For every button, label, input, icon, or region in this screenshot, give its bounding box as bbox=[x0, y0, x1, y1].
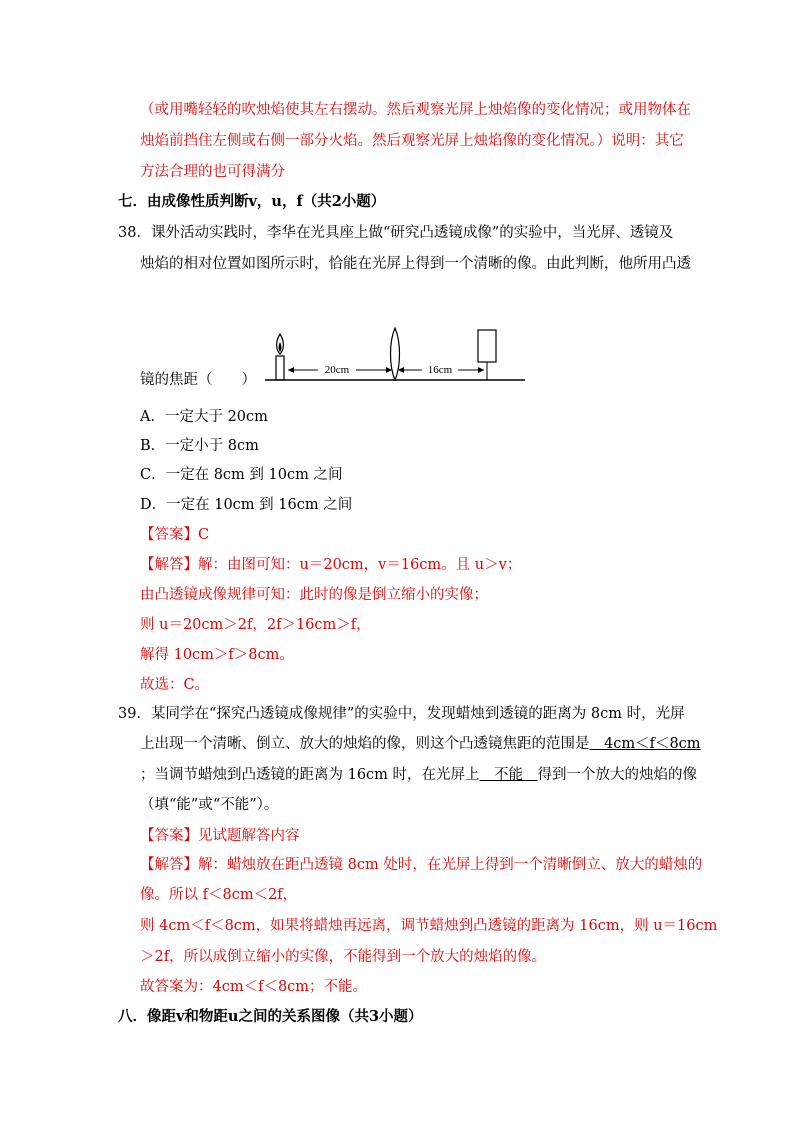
answer-value: C bbox=[198, 527, 210, 543]
q39-analysis-line-4: 故答案为：4cm＜f＜8cm；不能。 bbox=[140, 979, 368, 995]
q38-option-c: C．一定在 8cm 到 10cm 之间 bbox=[140, 467, 343, 483]
answer-tag: 【答案】 bbox=[140, 828, 198, 844]
q38-option-a: A．一定大于 20cm bbox=[140, 409, 268, 425]
light-screen bbox=[478, 330, 496, 362]
q39-line-2: 上出现一个清晰、倒立、放大的烛焰的像，则这个凸透镜焦距的范围是 4cm＜f＜8cm bbox=[140, 736, 701, 752]
q39-analysis-first bbox=[140, 855, 702, 875]
intro-line-1: （或用嘴轻轻的吹烛焰使其左右摆动。然后观察光屏上烛焰像的变化情况；或用物体在 bbox=[140, 102, 691, 118]
q39-analysis-line-2: 则 4cm＜f＜8cm，如果将蜡烛再远离，调节蜡烛到凸透镜的距离为 16cm，则 u＝16cm bbox=[140, 918, 718, 934]
candle-flame-core bbox=[279, 342, 282, 352]
q39-blank-2: 不能 bbox=[479, 767, 538, 783]
candle bbox=[276, 356, 284, 380]
intro-line-3: 方法合理的也可得满分 bbox=[140, 164, 285, 180]
q39-analysis-line-3: ＞2f，所以成倒立缩小的实像，不能得到一个放大的烛焰的像。 bbox=[140, 949, 547, 965]
q39-line-3: ；当调节蜡烛到凸透镜的距离为 16cm 时，在光屏上 不能 得到一个放大的烛焰的像 bbox=[140, 767, 698, 783]
label-16cm: 16cm bbox=[427, 364, 453, 376]
analysis-tag: 【解答】 bbox=[140, 557, 198, 573]
q39-line-4: （填“能”或“不能”）。 bbox=[140, 797, 279, 813]
q38-option-d: D．一定在 10cm 到 16cm 之间 bbox=[140, 497, 353, 513]
section-7-title: 七．由成像性质判断v，u，f（共2小题） bbox=[118, 193, 386, 210]
convex-lens bbox=[391, 328, 400, 380]
analysis-text: 解：由图可知：u＝20cm，v＝16cm。且 u＞v； bbox=[198, 557, 522, 573]
q38-answer bbox=[140, 525, 209, 545]
q38-analysis-line-1: 由凸透镜成像规律可知：此时的像是倒立缩小的实像； bbox=[140, 587, 488, 603]
answer-value: 见试题解答内容 bbox=[198, 828, 300, 844]
answer-tag: 【答案】 bbox=[140, 527, 198, 543]
q38-analysis-line-4: 故选：C。 bbox=[140, 677, 210, 693]
analysis-text: 解：蜡烛放在距凸透镜 8cm 处时，在光屏上得到一个清晰倒立、放大的蜡烛的 bbox=[198, 857, 703, 873]
q38-analysis-line-3: 解得 10cm＞f＞8cm。 bbox=[140, 647, 294, 663]
section-8-title: 八．像距v和物距u之间的关系图像（共3小题） bbox=[118, 1008, 423, 1025]
analysis-tag: 【解答】 bbox=[140, 857, 198, 873]
intro-line-2: 烛焰前挡住左侧或右侧一部分火焰。然后观察光屏上烛焰像的变化情况。）说明：其它 bbox=[140, 133, 684, 149]
q39-blank-1: 4cm＜f＜8cm bbox=[589, 736, 701, 752]
q38-line-2: 烛焰的相对位置如图所示时，恰能在光屏上得到一个清晰的像。由此判断，他所用凸透 bbox=[140, 256, 691, 272]
q39-line-1: 39．某同学在“探究凸透镜成像规律”的实验中，发现蜡烛到透镜的距离为 8cm 时，光屏 bbox=[118, 706, 685, 722]
q38-analysis-first bbox=[140, 555, 521, 575]
q39-answer bbox=[140, 826, 300, 846]
q38-stem-end: 镜的焦距（ ） bbox=[140, 372, 256, 388]
q38-line-1: 38．课外活动实践时，李华在光具座上做“研究凸透镜成像”的实验中，当光屏、透镜及 bbox=[118, 225, 674, 241]
optics-bench-figure bbox=[260, 320, 530, 390]
label-20cm: 20cm bbox=[324, 364, 350, 376]
q39-analysis-line-1: 像。所以 f＜8cm＜2f， bbox=[140, 887, 298, 903]
q38-analysis-line-2: 则 u＝20cm＞2f，2f＞16cm＞f， bbox=[140, 617, 371, 633]
q38-option-b: B．一定小于 8cm bbox=[140, 438, 259, 454]
